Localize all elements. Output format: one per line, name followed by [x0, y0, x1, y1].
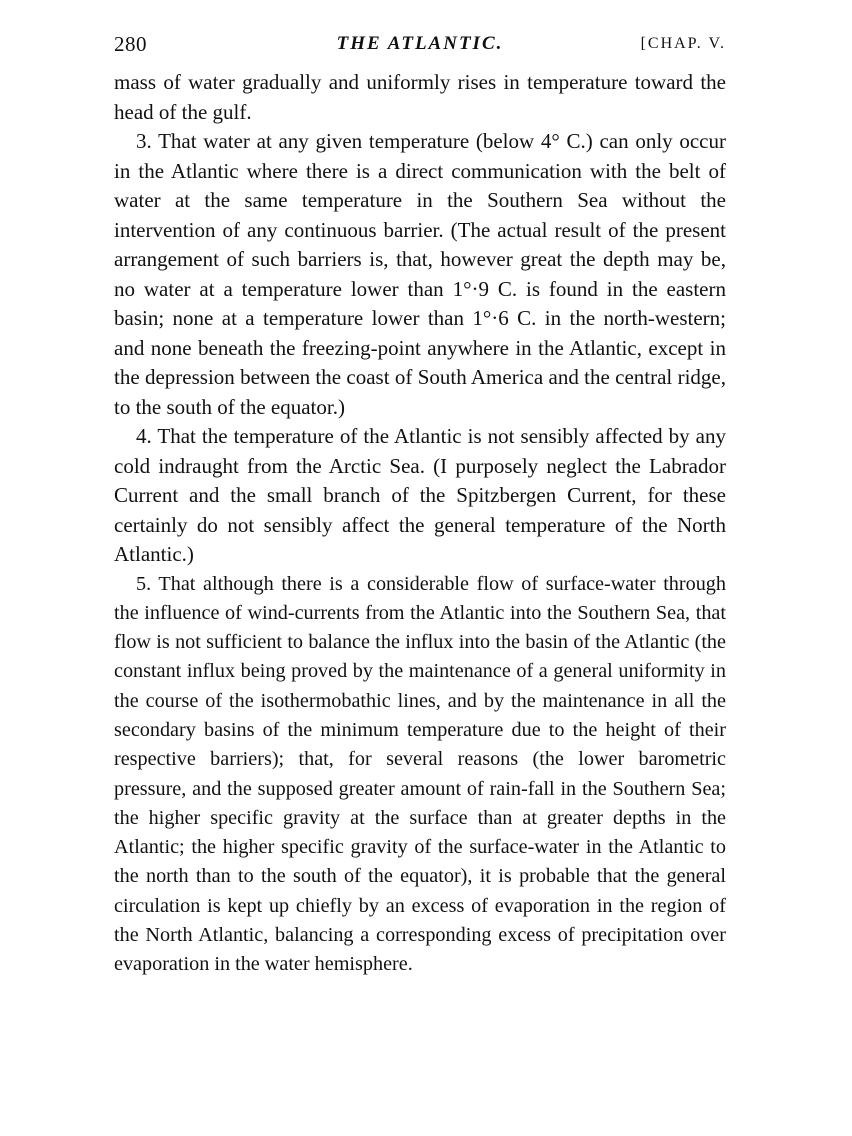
paragraph-continuation: mass of water gradually and uniformly rises in temperature toward the head of the gulf.: [114, 70, 726, 124]
body-text: [114, 68, 726, 980]
chapter-reference: [CHAP. V.: [640, 35, 726, 52]
running-title: THE ATLANTIC.: [336, 33, 504, 54]
paragraph-point-4: 4. That the temperature of the Atlantic is not sensibly affected by any cold indraught from the Arctic Sea. (I purposely neglect the Labrador Current and the small branch of the Spitzbergen Current, for these certainly do not sensibly affect the general temperature of the North Atlantic.): [114, 424, 726, 566]
paragraph-point-3: 3. That water at any given temperature (below 4° C.) can only occur in the Atlantic where there is a direct communication with the belt of water at the same temperature in the Southern Sea without the intervention of any continuous barrier. (The actual result of the present arrangement of such barriers is, that, however great the depth may be, no water at a temperature lower than 1°·9 C. is found in the eastern basin; none at a temperature lower than 1°·6 C. in the north-western; and none beneath the freezing-point anywhere in the Atlantic, except in the depression between the coast of South America and the central ridge, to the south of the equator.): [114, 129, 726, 419]
page-number: 280: [114, 32, 147, 56]
running-head: [114, 30, 726, 58]
paragraph-point-5: 5. That although there is a considerable flow of surface-water through the influence of wind-currents from the Atlantic into the Southern Sea, that flow is not sufficient to balance the influx into the basin of the Atlantic (the constant influx being proved by the maintenance of a general uniformity in the course of the isothermobathic lines, and by the maintenance in all the secondary basins of the minimum temperature due to the height of their respective barriers); that, for several reasons (the lower barometric pressure, and the supposed greater amount of rain-fall in the Southern Sea; the higher specific gravity at the surface than at greater depths in the Atlantic; the higher specific gravity of the surface-water in the Atlantic to the north than to the south of the equator), it is probable that the general circulation is kept up chiefly by an excess of evaporation in the region of the North Atlantic, balancing a corresponding excess of precipitation over evaporation in the water hemisphere.: [114, 572, 726, 976]
